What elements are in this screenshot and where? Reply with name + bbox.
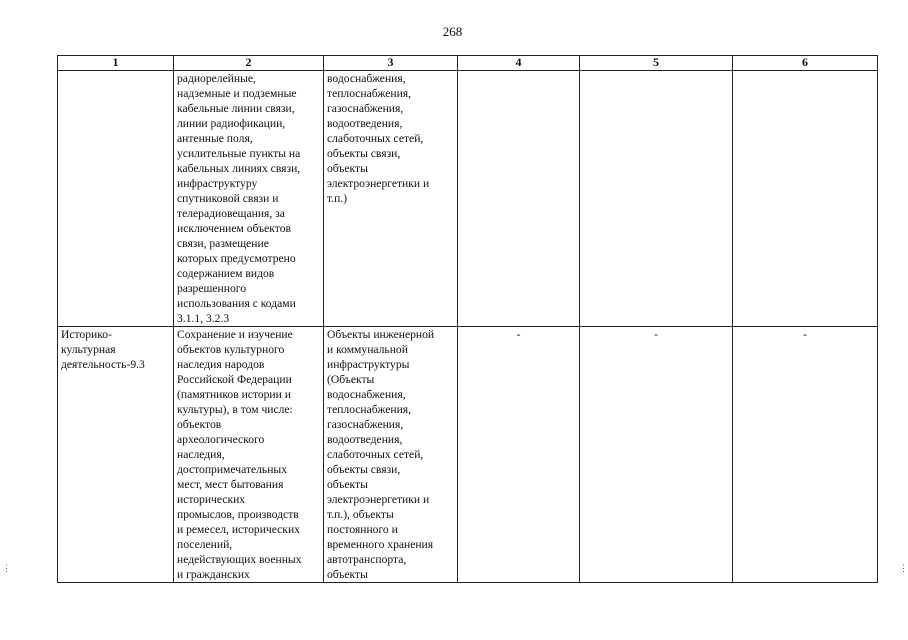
cell-text-line: водоотведения, — [327, 433, 403, 446]
cell-text-line: электроэнергетики и — [327, 177, 430, 190]
column-header-1: 1 — [58, 56, 174, 71]
cell-text-line: наследия, — [177, 448, 225, 461]
table-row — [58, 327, 878, 583]
cell-text-line: 3.1.1, 3.2.3 — [177, 312, 230, 325]
cell-text-line: слаботочных сетей, — [327, 448, 424, 461]
cell-text-line: культуры), в том числе: — [177, 403, 293, 416]
row2-col4-cell: - — [458, 327, 580, 583]
cell-text-line: деятельность-9.3 — [61, 358, 145, 371]
cell-text-line: достопримечательных — [177, 463, 287, 476]
cell-text-line: водоотведения, — [327, 117, 403, 130]
cell-text-line: газоснабжения, — [327, 102, 404, 115]
cell-text-line: надземные и подземные — [177, 87, 297, 100]
cell-text-line: (памятников истории и — [177, 388, 291, 401]
cell-text-line: временного хранения — [327, 538, 434, 551]
cell-text-line: разрешенного — [177, 282, 247, 295]
cell-text-line: объекты — [327, 568, 368, 581]
row1-col2-cell — [174, 71, 324, 327]
table-row — [58, 71, 878, 327]
cell-text-line: телерадиовещания, за — [177, 207, 285, 220]
table-header-row — [58, 56, 878, 71]
left-edge-mark: ⋮ — [2, 563, 11, 573]
column-header-5: 5 — [580, 56, 733, 71]
row1-col3-cell — [324, 71, 458, 327]
cell-text-line: т.п.), объекты — [327, 508, 394, 521]
row2-col2-cell — [174, 327, 324, 583]
row2-col6-cell: - — [733, 327, 878, 583]
cell-text-line: автотранспорта, — [327, 553, 407, 566]
cell-text-line: наследия народов — [177, 358, 265, 371]
cell-text-line: слаботочных сетей, — [327, 132, 424, 145]
right-edge-mark: ⋮ — [899, 563, 908, 573]
column-header-4: 4 — [458, 56, 580, 71]
cell-text-line: радиорелейные, — [177, 72, 256, 85]
cell-text-line: связи, размещение — [177, 237, 269, 250]
row2-col5-cell: - — [580, 327, 733, 583]
cell-text-line: спутниковой связи и — [177, 192, 279, 205]
cell-text-line: постоянного и — [327, 523, 398, 536]
cell-text-line: Сохранение и изучение — [177, 328, 293, 341]
cell-text-line: культурная — [61, 343, 116, 356]
column-header-6: 6 — [733, 56, 878, 71]
cell-text-line: объекты связи, — [327, 463, 401, 476]
cell-text-line: археологического — [177, 433, 265, 446]
cell-text-line: т.п.) — [327, 192, 348, 205]
row1-col4-cell — [458, 71, 580, 327]
row2-col1-cell — [58, 327, 174, 583]
cell-text-line: антенные поля, — [177, 132, 253, 145]
cell-text-line: кабельные линии связи, — [177, 102, 295, 115]
cell-text-line: (Объекты — [327, 373, 375, 386]
cell-text-line: Объекты инженерной — [327, 328, 435, 341]
document-table — [57, 55, 878, 583]
cell-text-line: исторических — [177, 493, 246, 506]
cell-text-line: мест, мест бытования — [177, 478, 284, 491]
row1-col1-cell — [58, 71, 174, 327]
cell-text-line: которых предусмотрено — [177, 252, 296, 265]
cell-text-line: и гражданских — [177, 568, 250, 581]
page-number: 268 — [442, 24, 463, 39]
cell-text-line: исключением объектов — [177, 222, 291, 235]
cell-text-line: линии радиофикации, — [177, 117, 286, 130]
cell-text-line: объектов культурного — [177, 343, 285, 356]
row1-col5-cell — [580, 71, 733, 327]
cell-text-line: теплоснабжения, — [327, 87, 412, 100]
cell-text-line: водоснабжения, — [327, 72, 406, 85]
column-header-2: 2 — [174, 56, 324, 71]
cell-text-line: объекты — [327, 162, 368, 175]
cell-text-line: усилительные пункты на — [177, 147, 301, 160]
row1-col6-cell — [733, 71, 878, 327]
cell-text-line: теплоснабжения, — [327, 403, 412, 416]
cell-text-line: объекты связи, — [327, 147, 401, 160]
cell-text-line: Российской Федерации — [177, 373, 292, 386]
cell-text-line: электроэнергетики и — [327, 493, 430, 506]
cell-text-line: инфраструктуры — [327, 358, 410, 371]
cell-text-line: газоснабжения, — [327, 418, 404, 431]
cell-text-line: и ремесел, исторических — [177, 523, 300, 536]
cell-text-line: использования с кодами — [177, 297, 296, 310]
cell-text-line: и коммунальной — [327, 343, 408, 356]
column-header-3: 3 — [324, 56, 458, 71]
cell-text-line: инфраструктуру — [177, 177, 258, 190]
cell-text-line: водоснабжения, — [327, 388, 406, 401]
cell-text-line: Историко- — [61, 328, 112, 341]
row2-col3-cell — [324, 327, 458, 583]
cell-text-line: объекты — [327, 478, 368, 491]
cell-text-line: недействующих военных — [177, 553, 302, 566]
cell-text-line: поселений, — [177, 538, 233, 551]
cell-text-line: кабельных линиях связи, — [177, 162, 301, 175]
cell-text-line: содержанием видов — [177, 267, 275, 280]
cell-text-line: промыслов, производств — [177, 508, 299, 521]
cell-text-line: объектов — [177, 418, 222, 431]
